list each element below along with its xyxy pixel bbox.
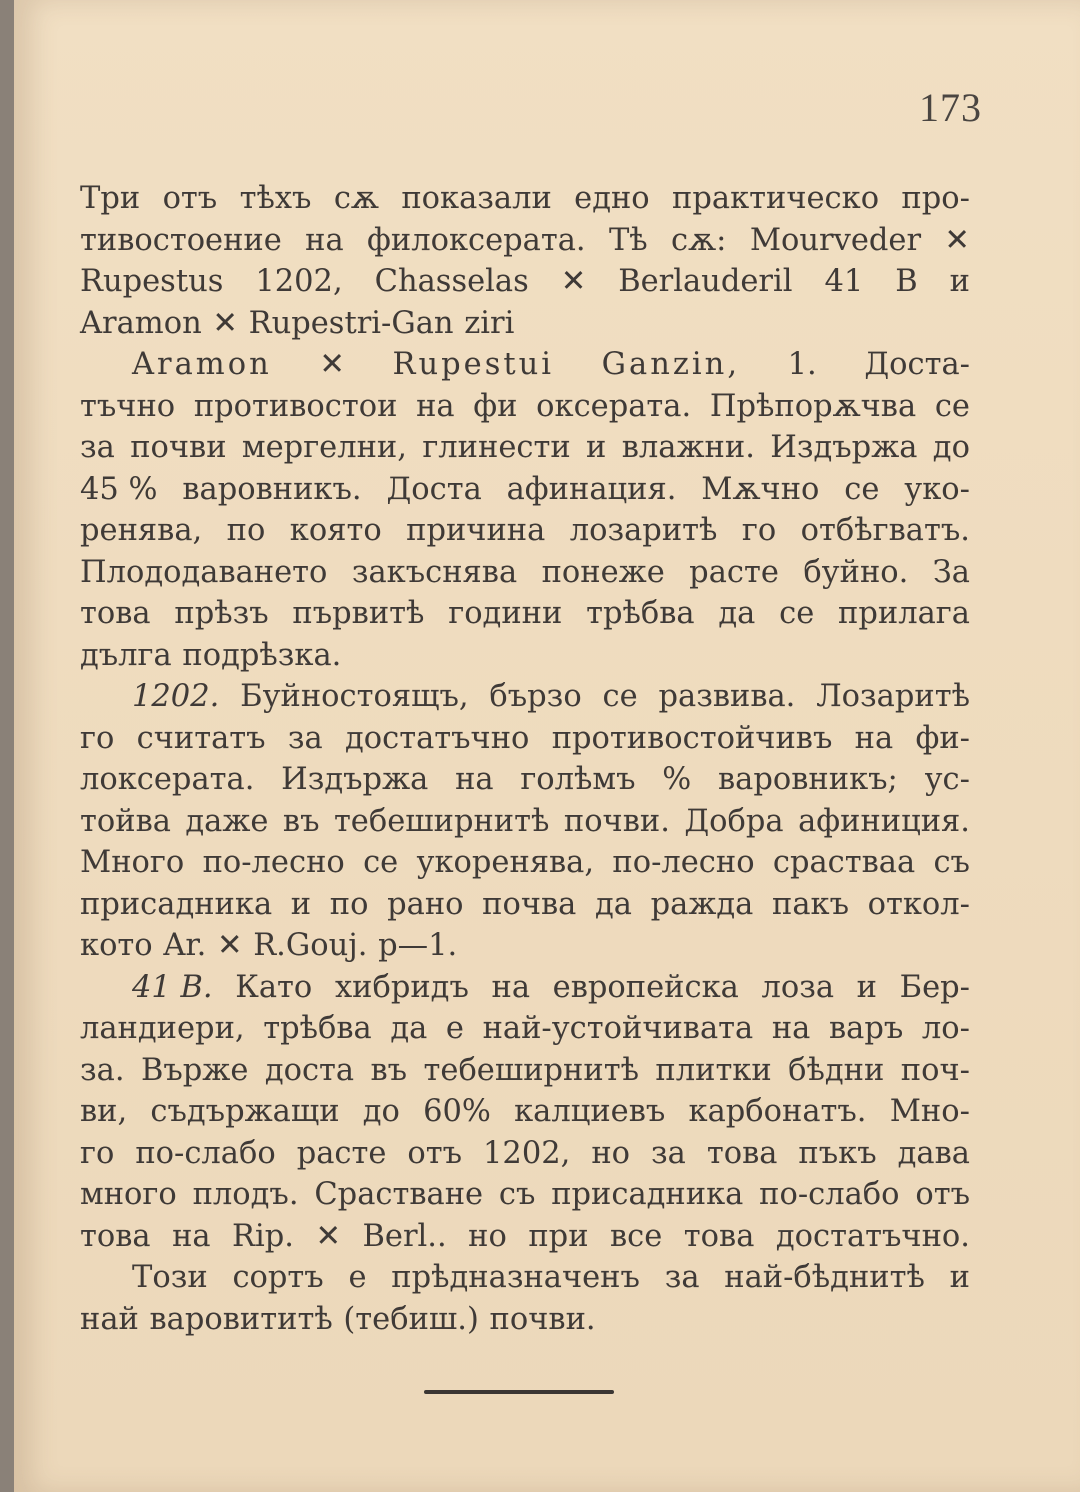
word: отъ: [915, 1177, 970, 1212]
word: ✕: [315, 1218, 342, 1254]
text-line: [80, 1091, 970, 1133]
word: локсерата.: [80, 762, 255, 797]
word: на: [771, 1011, 811, 1046]
text-line: [80, 1050, 970, 1092]
word: по: [226, 513, 266, 548]
word: плитки: [655, 1052, 772, 1088]
word: ренява,: [80, 513, 203, 548]
text-line: [80, 925, 970, 967]
word: дава: [897, 1135, 970, 1171]
word: първитѣ: [292, 596, 425, 631]
word: най: [80, 1301, 139, 1337]
word: лоза: [761, 969, 835, 1005]
word: ✕: [944, 222, 970, 258]
word: по: [329, 886, 369, 922]
word: това: [80, 1218, 151, 1254]
word: е: [348, 1260, 367, 1295]
word: поч-: [900, 1052, 970, 1088]
word: За: [932, 554, 970, 590]
word: практическо: [672, 181, 880, 216]
word: Прѣпорѫчва: [709, 388, 917, 424]
word: филоксерата.: [367, 222, 586, 258]
word: тивостоение: [80, 222, 282, 258]
word: 1202,: [483, 1135, 571, 1171]
text-line: [80, 178, 970, 220]
word: пакъ: [772, 886, 849, 922]
word: калциевъ: [514, 1094, 666, 1129]
word: и: [586, 430, 607, 465]
word: рано: [387, 886, 464, 922]
word: уко-: [904, 471, 970, 507]
word: тѣхъ: [239, 181, 312, 216]
word: Тѣ: [608, 222, 648, 258]
word: расте: [296, 1135, 387, 1171]
word: Aramon: [132, 347, 272, 382]
text-line: [80, 427, 970, 469]
word: даже: [185, 803, 269, 839]
word: достатъчно: [344, 720, 530, 756]
word: Chasselas: [374, 264, 529, 299]
word: ражда: [650, 886, 754, 922]
word: оксерата.: [536, 388, 692, 424]
text-line: [80, 1008, 970, 1050]
word: отъ: [162, 181, 218, 216]
word: Rupestri-Gan: [248, 305, 454, 341]
word: R.Gouj.: [253, 928, 368, 963]
word: Rip.: [232, 1218, 294, 1254]
word: която: [289, 513, 382, 548]
word: Срастване: [314, 1177, 484, 1212]
word: почви.: [489, 1301, 596, 1337]
word: прилага: [838, 596, 970, 631]
word: Плододаването: [80, 554, 328, 590]
word: го: [80, 1135, 115, 1171]
text-line: [80, 1216, 970, 1258]
word: при: [528, 1218, 589, 1254]
word: за.: [80, 1052, 125, 1088]
body-text: [80, 178, 970, 1340]
word: 60%: [423, 1094, 491, 1129]
word: се: [363, 845, 399, 880]
word: тебеширнитѣ: [333, 803, 550, 839]
word: на: [491, 969, 531, 1005]
word: ло-: [921, 1011, 970, 1046]
word: Ar.: [163, 928, 207, 963]
word: считатъ: [136, 720, 266, 756]
word: все: [610, 1218, 663, 1254]
word: отъ: [407, 1135, 463, 1171]
word: и: [290, 886, 312, 922]
word: най-бѣднитѣ: [724, 1260, 925, 1295]
word: варовникъ.: [182, 471, 362, 507]
text-line: [80, 1257, 970, 1299]
word: присадника: [80, 886, 273, 922]
word: отбѣгватъ.: [800, 513, 970, 548]
word: за: [80, 430, 115, 465]
word: по-лесно: [612, 845, 755, 880]
word: мергелни,: [241, 430, 407, 465]
word: но: [591, 1135, 631, 1171]
word: %: [662, 762, 692, 797]
word: Добра: [684, 803, 784, 839]
text-line: [80, 510, 970, 552]
text-line: [80, 220, 970, 262]
word: варовникъ;: [718, 762, 898, 797]
word: противостои: [193, 388, 398, 424]
word: Издържа: [770, 430, 918, 465]
word: карбонатъ.: [688, 1094, 867, 1129]
word: доста: [264, 1052, 355, 1088]
word: до: [932, 430, 970, 465]
word: присадника: [551, 1177, 744, 1212]
word: Доста-: [864, 347, 970, 382]
word: тебеширнитѣ: [423, 1052, 639, 1088]
word: съ: [498, 1177, 536, 1212]
word: трѣбва: [586, 596, 695, 631]
word: причина: [406, 513, 546, 548]
word: по-слабо: [135, 1135, 276, 1171]
text-line: [80, 967, 970, 1009]
end-rule: [424, 1390, 614, 1394]
word: сортъ: [232, 1260, 324, 1295]
word: но: [468, 1218, 507, 1254]
word: голѣмъ: [520, 762, 636, 797]
text-line: [80, 469, 970, 511]
word: афинация.: [506, 471, 677, 507]
word: буйно.: [803, 554, 909, 590]
word: варъ: [828, 1011, 904, 1046]
word: кото: [80, 928, 153, 963]
word: за: [664, 1260, 700, 1295]
word: 1202.: [132, 679, 220, 714]
word: Rupestui: [392, 347, 555, 382]
word: Вържe: [140, 1052, 249, 1088]
word: за: [651, 1135, 686, 1171]
word: Три: [80, 181, 141, 216]
word: дълга: [80, 637, 172, 673]
word: ✕: [319, 347, 345, 382]
word: едно: [574, 181, 650, 216]
word: подрѣзка.: [182, 637, 342, 673]
word: ✕: [212, 305, 238, 341]
word: го: [741, 513, 777, 548]
text-line: [80, 386, 970, 428]
word: Бер-: [899, 969, 970, 1005]
word: на: [455, 762, 494, 797]
word: на: [172, 1218, 211, 1254]
word: бързо: [489, 679, 582, 714]
word: почва: [482, 886, 577, 922]
word: бѣдни: [788, 1052, 885, 1088]
word: 1202,: [255, 264, 343, 299]
word: Издържа: [281, 762, 429, 797]
word: Този: [132, 1260, 208, 1295]
word: 41 B.: [132, 969, 213, 1005]
word: се: [779, 596, 815, 631]
word: и: [949, 264, 970, 299]
word: Berl..: [362, 1218, 447, 1254]
word: Лозаритѣ: [816, 679, 970, 714]
text-line: [80, 344, 970, 386]
word: показали: [401, 181, 552, 216]
text-line: [80, 1133, 970, 1175]
word: достатъчно.: [775, 1218, 970, 1254]
word: плодъ.: [192, 1177, 299, 1212]
word: го: [80, 720, 115, 756]
text-line: [80, 1174, 970, 1216]
word: въ: [282, 803, 320, 839]
word: 41: [824, 264, 864, 299]
word: се: [934, 388, 970, 424]
word: да: [390, 1011, 428, 1046]
word: това: [80, 596, 151, 631]
text-line: [80, 759, 970, 801]
text-line: [80, 303, 970, 345]
word: съ: [933, 845, 970, 880]
word: откол-: [867, 886, 970, 922]
word: и: [949, 1260, 970, 1295]
word: на: [854, 720, 894, 756]
word: противостойчивъ: [551, 720, 833, 756]
text-line: [80, 261, 970, 303]
book-page: [14, 0, 1080, 1492]
word: съдържащи: [150, 1094, 340, 1129]
word: Ganzin,: [601, 347, 741, 382]
word: Буйностоящъ,: [240, 679, 469, 714]
word: ziri: [464, 305, 515, 341]
word: това: [683, 1218, 755, 1254]
word: Aramon: [80, 305, 202, 341]
word: се: [602, 679, 638, 714]
word: Rupestus: [80, 264, 224, 299]
word: расте: [689, 554, 779, 590]
word: почви: [130, 430, 227, 465]
text-line: [80, 718, 970, 760]
word: по-лесно: [202, 845, 345, 880]
word: фи-: [915, 720, 970, 756]
text-line: [80, 593, 970, 635]
word: понеже: [541, 554, 665, 590]
word: прѣдназначенъ: [391, 1260, 640, 1295]
word: се: [844, 471, 880, 507]
word: лозаритѣ: [569, 513, 718, 548]
word: ус-: [924, 762, 970, 797]
word: Много: [80, 845, 185, 880]
text-line: [80, 635, 970, 677]
word: е: [445, 1011, 464, 1046]
word: про-: [901, 181, 970, 216]
text-line: [80, 842, 970, 884]
word: Berlauderil: [618, 264, 793, 299]
word: ✕: [560, 264, 587, 299]
word: B: [895, 264, 918, 299]
word: (тебиш.): [343, 1301, 479, 1337]
page-number: 173: [919, 85, 982, 130]
word: 1.: [787, 347, 817, 382]
text-line: [80, 801, 970, 843]
word: p—1.: [378, 928, 458, 963]
word: влажни.: [621, 430, 755, 465]
word: въ: [370, 1052, 408, 1088]
word: много: [80, 1177, 177, 1212]
word: това: [706, 1135, 778, 1171]
word: тъчно: [80, 388, 176, 424]
word: и: [856, 969, 878, 1005]
word: хибридъ: [334, 969, 469, 1005]
word: на: [416, 388, 455, 424]
text-line: [80, 1299, 970, 1341]
word: фи: [473, 388, 518, 424]
word: сѫ: [333, 181, 379, 216]
word: срастваа: [772, 845, 916, 880]
word: закъснява: [351, 554, 518, 590]
word: ✕: [216, 928, 243, 963]
word: за: [287, 720, 323, 756]
word: афиниция.: [798, 803, 970, 839]
word: до: [362, 1094, 400, 1129]
word: ландиери,: [80, 1011, 245, 1046]
word: пъкъ: [798, 1135, 877, 1171]
word: тойва: [80, 803, 171, 839]
word: глинести: [422, 430, 571, 465]
word: трѣбва: [263, 1011, 372, 1046]
word: европейска: [552, 969, 739, 1005]
text-line: [80, 884, 970, 926]
word: Mourveder: [749, 222, 922, 258]
word: да: [595, 886, 632, 922]
word: сѫ:: [671, 222, 727, 258]
word: по-слабо: [759, 1177, 900, 1212]
word: най-устойчивата: [482, 1011, 754, 1046]
word: Мно-: [889, 1094, 970, 1129]
word: варовититѣ: [149, 1301, 333, 1337]
word: Мѫчно: [701, 471, 820, 507]
word: Като: [235, 969, 313, 1005]
word: да: [718, 596, 756, 631]
text-line: [80, 552, 970, 594]
word: Доста: [386, 471, 482, 507]
word: ви,: [80, 1094, 128, 1129]
text-line: [80, 676, 970, 718]
word: прѣзъ: [174, 596, 269, 631]
word: на: [305, 222, 344, 258]
word: 45 %: [80, 471, 158, 507]
word: укоренява,: [416, 845, 595, 880]
word: почви.: [563, 803, 670, 839]
word: развива.: [658, 679, 796, 714]
word: години: [448, 596, 563, 631]
